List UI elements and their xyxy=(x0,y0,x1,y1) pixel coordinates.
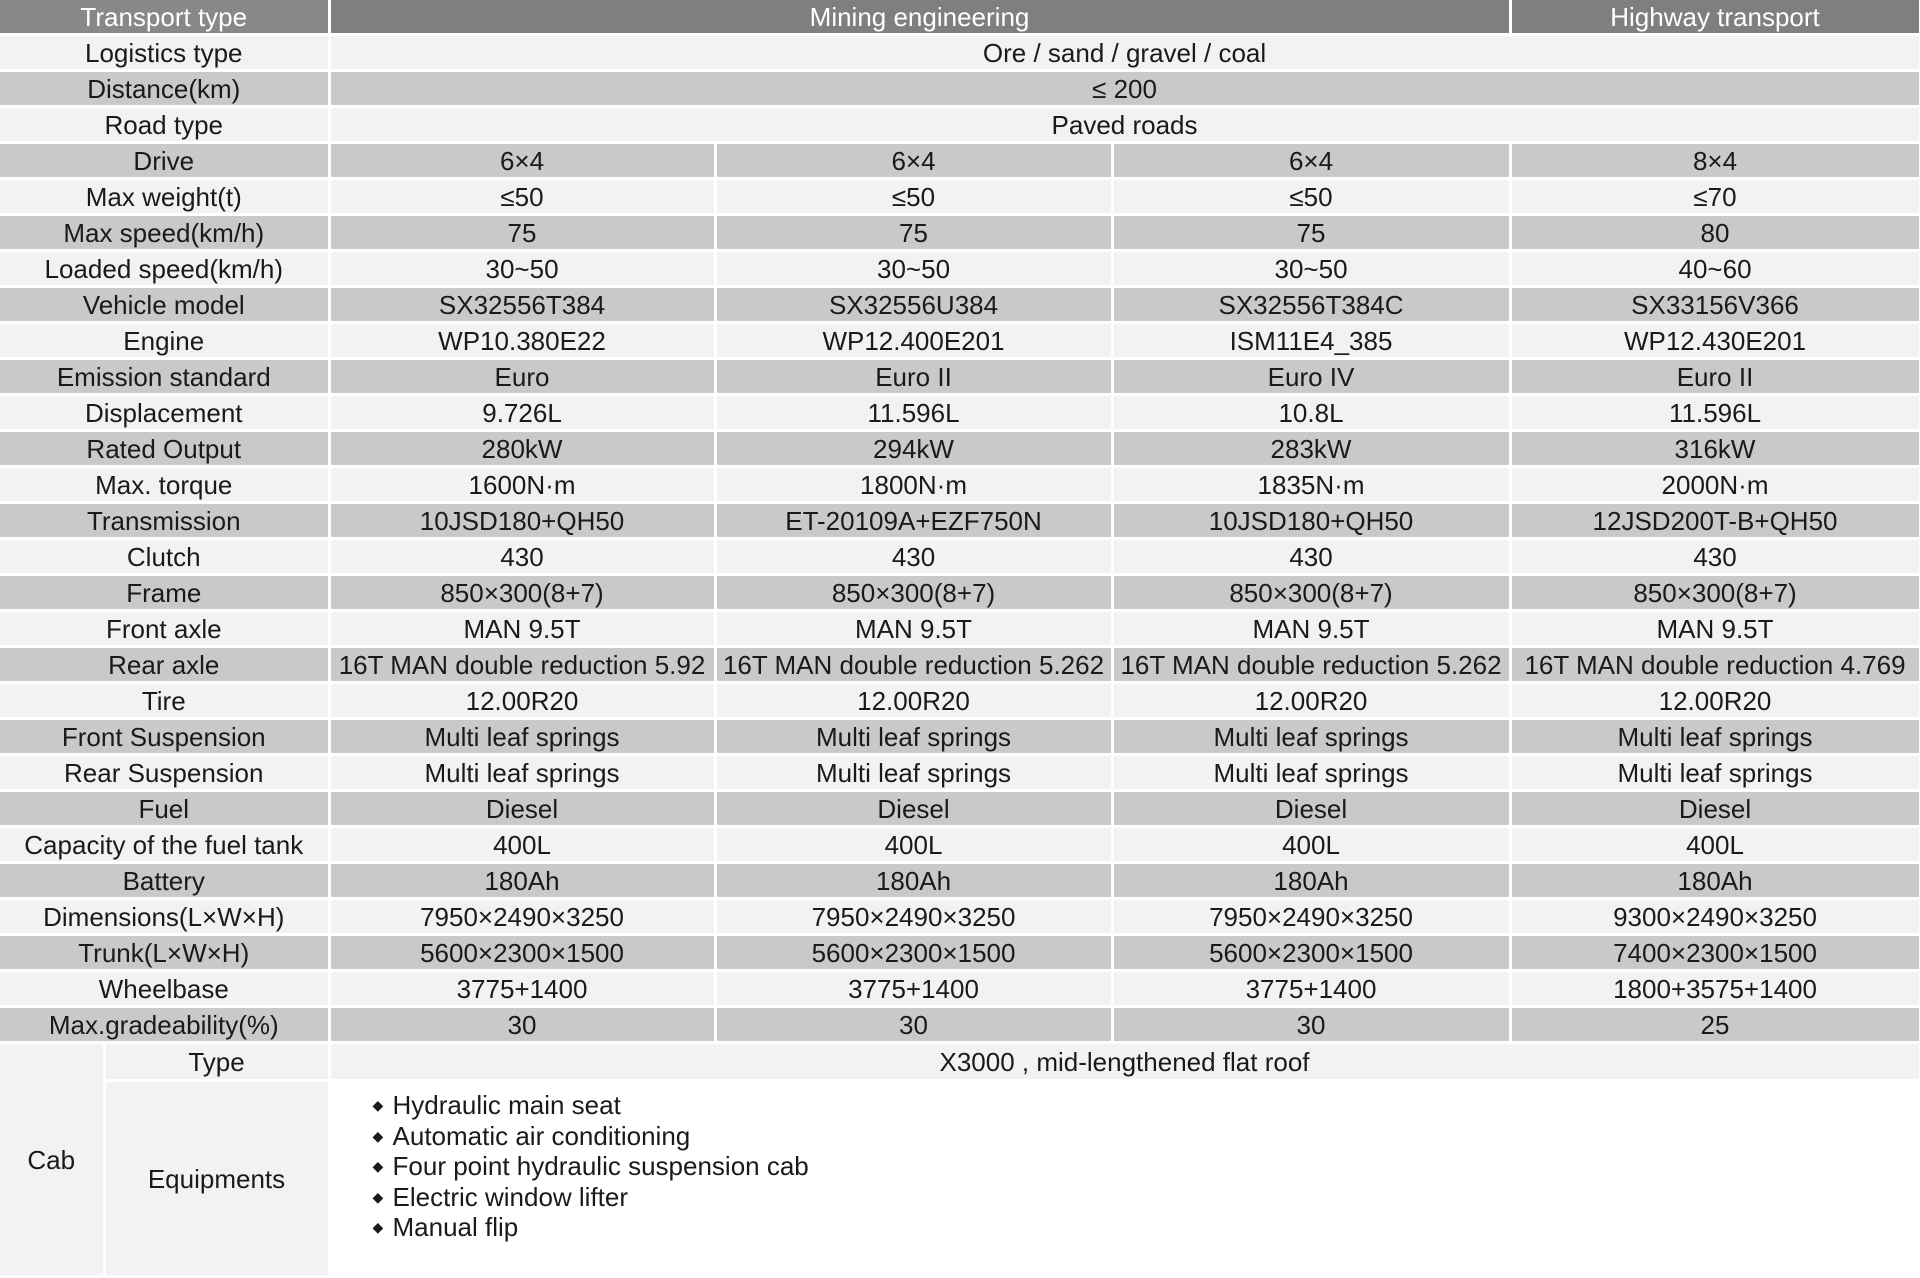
table-row xyxy=(0,359,1920,395)
row-label: Logistics type xyxy=(0,35,329,71)
row-label: Displacement xyxy=(0,395,329,431)
header-row xyxy=(0,0,1920,35)
table-cell: 12.00R20 xyxy=(329,683,715,719)
table-cell: 30 xyxy=(1112,1007,1510,1043)
cab-label: Cab xyxy=(0,1043,104,1277)
row-label: Frame xyxy=(0,575,329,611)
row-label: Tire xyxy=(0,683,329,719)
table-cell: 3775+1400 xyxy=(715,971,1112,1007)
table-cell: Multi leaf springs xyxy=(1112,719,1510,755)
spanning-value: Ore / sand / gravel / coal xyxy=(329,35,1920,71)
table-row xyxy=(0,287,1920,323)
header-mining-engineering: Mining engineering xyxy=(329,0,1510,35)
table-cell: 12.00R20 xyxy=(1510,683,1920,719)
table-row xyxy=(0,503,1920,539)
table-cell: 30~50 xyxy=(329,251,715,287)
table-cell: 283kW xyxy=(1112,431,1510,467)
table-row xyxy=(0,467,1920,503)
table-row xyxy=(0,647,1920,683)
table-cell: Diesel xyxy=(1510,791,1920,827)
row-label: Dimensions(L×W×H) xyxy=(0,899,329,935)
equipment-item: ◆ Electric window lifter xyxy=(373,1182,1919,1213)
equipment-item: ◆ Automatic air conditioning xyxy=(373,1121,1919,1152)
table-cell: 10JSD180+QH50 xyxy=(1112,503,1510,539)
table-row xyxy=(0,395,1920,431)
table-row xyxy=(0,827,1920,863)
table-cell: 75 xyxy=(329,215,715,251)
table-cell: MAN 9.5T xyxy=(1112,611,1510,647)
table-cell: 5600×2300×1500 xyxy=(329,935,715,971)
table-row xyxy=(0,791,1920,827)
table-cell: 8×4 xyxy=(1510,143,1920,179)
row-label: Rear Suspension xyxy=(0,755,329,791)
row-label: Front Suspension xyxy=(0,719,329,755)
table-cell: ISM11E4_385 xyxy=(1112,323,1510,359)
table-row xyxy=(0,539,1920,575)
table-row xyxy=(0,971,1920,1007)
table-cell: WP12.400E201 xyxy=(715,323,1112,359)
header-highway-transport: Highway transport xyxy=(1510,0,1920,35)
row-label: Clutch xyxy=(0,539,329,575)
table-cell: 430 xyxy=(1112,539,1510,575)
table-cell: SX33156V366 xyxy=(1510,287,1920,323)
table-cell: ≤50 xyxy=(715,179,1112,215)
row-label: Loaded speed(km/h) xyxy=(0,251,329,287)
cab-type-row xyxy=(0,1043,1920,1081)
table-cell: 75 xyxy=(715,215,1112,251)
table-row xyxy=(0,899,1920,935)
table-cell: 850×300(8+7) xyxy=(1112,575,1510,611)
table-cell: 40~60 xyxy=(1510,251,1920,287)
table-cell: SX32556T384 xyxy=(329,287,715,323)
equipment-list xyxy=(373,1090,1919,1243)
table-cell: Euro II xyxy=(715,359,1112,395)
row-label: Capacity of the fuel tank xyxy=(0,827,329,863)
table-row xyxy=(0,611,1920,647)
row-label: Road type xyxy=(0,107,329,143)
spanning-value: Paved roads xyxy=(329,107,1920,143)
table-cell: MAN 9.5T xyxy=(329,611,715,647)
table-cell: 3775+1400 xyxy=(329,971,715,1007)
row-label: Front axle xyxy=(0,611,329,647)
table-cell: 10JSD180+QH50 xyxy=(329,503,715,539)
table-cell: Diesel xyxy=(715,791,1112,827)
table-cell: 180Ah xyxy=(329,863,715,899)
row-label: Vehicle model xyxy=(0,287,329,323)
table-cell: 7950×2490×3250 xyxy=(715,899,1112,935)
table-cell: 850×300(8+7) xyxy=(715,575,1112,611)
table-cell: 5600×2300×1500 xyxy=(715,935,1112,971)
table-cell: 30 xyxy=(715,1007,1112,1043)
table-cell: Diesel xyxy=(329,791,715,827)
table-cell: ET-20109A+EZF750N xyxy=(715,503,1112,539)
table-cell: 30~50 xyxy=(1112,251,1510,287)
cab-equipments-row xyxy=(0,1081,1920,1277)
table-cell: 1800+3575+1400 xyxy=(1510,971,1920,1007)
row-label: Wheelbase xyxy=(0,971,329,1007)
table-cell: 180Ah xyxy=(1510,863,1920,899)
table-cell: SX32556U384 xyxy=(715,287,1112,323)
table-cell: 16T MAN double reduction 5.262 xyxy=(1112,647,1510,683)
table-cell: WP10.380E22 xyxy=(329,323,715,359)
table-row xyxy=(0,143,1920,179)
row-label: Max weight(t) xyxy=(0,179,329,215)
table-cell: 280kW xyxy=(329,431,715,467)
table-row xyxy=(0,323,1920,359)
equipment-item: ◆ Hydraulic main seat xyxy=(373,1090,1919,1121)
table-cell: 430 xyxy=(1510,539,1920,575)
table-cell: ≤70 xyxy=(1510,179,1920,215)
table-cell: 850×300(8+7) xyxy=(329,575,715,611)
table-row xyxy=(0,179,1920,215)
table-cell: Euro xyxy=(329,359,715,395)
cab-type-value: X3000 , mid-lengthened flat roof xyxy=(329,1043,1920,1081)
table-cell: 2000N·m xyxy=(1510,467,1920,503)
row-label: Trunk(L×W×H) xyxy=(0,935,329,971)
table-cell: 316kW xyxy=(1510,431,1920,467)
table-cell: 6×4 xyxy=(1112,143,1510,179)
table-row xyxy=(0,1007,1920,1043)
table-cell: 30 xyxy=(329,1007,715,1043)
table-cell: 16T MAN double reduction 4.769 xyxy=(1510,647,1920,683)
table-cell: 400L xyxy=(715,827,1112,863)
table-cell: Euro II xyxy=(1510,359,1920,395)
table-cell: Euro IV xyxy=(1112,359,1510,395)
table-cell: 30~50 xyxy=(715,251,1112,287)
row-label: Fuel xyxy=(0,791,329,827)
table-cell: Multi leaf springs xyxy=(715,755,1112,791)
table-cell: 11.596L xyxy=(715,395,1112,431)
table-cell: 9300×2490×3250 xyxy=(1510,899,1920,935)
table-cell: 7400×2300×1500 xyxy=(1510,935,1920,971)
table-cell: 430 xyxy=(329,539,715,575)
table-cell: 1835N·m xyxy=(1112,467,1510,503)
header-transport-type: Transport type xyxy=(0,0,329,35)
row-label: Distance(km) xyxy=(0,71,329,107)
table-cell: 12.00R20 xyxy=(1112,683,1510,719)
table-cell: Multi leaf springs xyxy=(1510,755,1920,791)
row-label: Transmission xyxy=(0,503,329,539)
table-cell: 430 xyxy=(715,539,1112,575)
row-label: Engine xyxy=(0,323,329,359)
table-cell: Multi leaf springs xyxy=(1510,719,1920,755)
table-cell: 7950×2490×3250 xyxy=(329,899,715,935)
table-cell: 9.726L xyxy=(329,395,715,431)
row-label: Max. torque xyxy=(0,467,329,503)
table-cell: 12.00R20 xyxy=(715,683,1112,719)
table-row xyxy=(0,863,1920,899)
table-cell: 1600N·m xyxy=(329,467,715,503)
table-row xyxy=(0,935,1920,971)
table-cell: Multi leaf springs xyxy=(715,719,1112,755)
table-cell: 6×4 xyxy=(329,143,715,179)
table-cell: ≤50 xyxy=(1112,179,1510,215)
table-cell: SX32556T384C xyxy=(1112,287,1510,323)
cab-type-label: Type xyxy=(104,1043,329,1081)
table-cell: Multi leaf springs xyxy=(329,755,715,791)
spanning-value: ≤ 200 xyxy=(329,71,1920,107)
table-row xyxy=(0,755,1920,791)
table-cell: 5600×2300×1500 xyxy=(1112,935,1510,971)
cab-equipments-label: Equipments xyxy=(104,1081,329,1277)
table-row xyxy=(0,35,1920,71)
table-row xyxy=(0,575,1920,611)
table-row xyxy=(0,431,1920,467)
table-cell: 3775+1400 xyxy=(1112,971,1510,1007)
row-label: Max speed(km/h) xyxy=(0,215,329,251)
row-label: Rated Output xyxy=(0,431,329,467)
cab-equipments-value xyxy=(329,1081,1920,1277)
table-cell: 180Ah xyxy=(1112,863,1510,899)
table-row xyxy=(0,107,1920,143)
table-cell: 400L xyxy=(1510,827,1920,863)
equipment-item: ◆ Four point hydraulic suspension cab xyxy=(373,1151,1919,1182)
table-cell: 6×4 xyxy=(715,143,1112,179)
table-cell: 80 xyxy=(1510,215,1920,251)
row-label: Battery xyxy=(0,863,329,899)
row-label: Max.gradeability(%) xyxy=(0,1007,329,1043)
row-label: Drive xyxy=(0,143,329,179)
table-row xyxy=(0,215,1920,251)
equipment-item: ◆ Manual flip xyxy=(373,1212,1919,1243)
table-cell: MAN 9.5T xyxy=(1510,611,1920,647)
table-cell: 16T MAN double reduction 5.262 xyxy=(715,647,1112,683)
table-cell: 180Ah xyxy=(715,863,1112,899)
table-cell: 75 xyxy=(1112,215,1510,251)
row-label: Emission standard xyxy=(0,359,329,395)
row-label: Rear axle xyxy=(0,647,329,683)
table-cell: 400L xyxy=(1112,827,1510,863)
table-cell: 10.8L xyxy=(1112,395,1510,431)
table-cell: 12JSD200T-B+QH50 xyxy=(1510,503,1920,539)
table-cell: 294kW xyxy=(715,431,1112,467)
table-cell: 16T MAN double reduction 5.92 xyxy=(329,647,715,683)
table-cell: 11.596L xyxy=(1510,395,1920,431)
table-cell: Diesel xyxy=(1112,791,1510,827)
table-cell: 7950×2490×3250 xyxy=(1112,899,1510,935)
table-row xyxy=(0,251,1920,287)
table-cell: 1800N·m xyxy=(715,467,1112,503)
table-row xyxy=(0,71,1920,107)
table-cell: 850×300(8+7) xyxy=(1510,575,1920,611)
table-cell: Multi leaf springs xyxy=(329,719,715,755)
table-cell: ≤50 xyxy=(329,179,715,215)
table-cell: Multi leaf springs xyxy=(1112,755,1510,791)
table-cell: 400L xyxy=(329,827,715,863)
table-cell: MAN 9.5T xyxy=(715,611,1112,647)
table-cell: WP12.430E201 xyxy=(1510,323,1920,359)
table-cell: 25 xyxy=(1510,1007,1920,1043)
table-row xyxy=(0,683,1920,719)
table-row xyxy=(0,719,1920,755)
